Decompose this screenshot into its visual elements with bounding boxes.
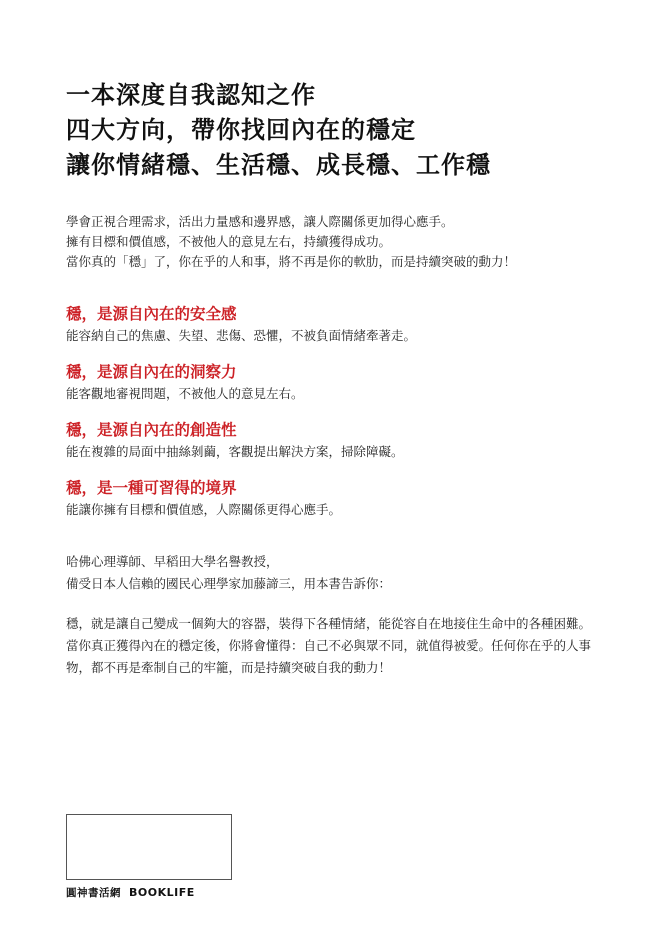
- point-desc: 能在複雜的局面中抽絲剝繭，客觀提出解決方案，掃除障礙。: [66, 444, 404, 459]
- headline: [66, 78, 491, 183]
- point-creativity: [66, 418, 606, 476]
- intro-line-2: 擁有目標和價值感，不被他人的意見左右，持續獲得成功。: [66, 234, 392, 249]
- barcode-box: [66, 814, 232, 880]
- point-learnable: [66, 476, 606, 534]
- publisher-brand: BOOKLIFE: [129, 886, 195, 899]
- intro-line-1: 學會正視合理需求，活出力量感和邊界感，讓人際關係更加得心應手。: [66, 214, 454, 229]
- point-security: [66, 302, 606, 360]
- publisher-name: 圓神書活網: [66, 887, 121, 899]
- headline-line-1: 一本深度自我認知之作: [66, 81, 316, 109]
- point-desc: 能讓你擁有目標和價值感，人際關係更得心應手。: [66, 502, 342, 517]
- author-intro: [66, 551, 626, 595]
- author-line-2: 備受日本人信賴的國民心理學家加藤諦三，用本書告訴你：: [66, 576, 392, 591]
- intro-line-3: 當你真的「穩」了，你在乎的人和事，將不再是你的軟肋，而是持續突破的動力！: [66, 254, 517, 269]
- point-desc: 能容納自己的焦慮、失望、悲傷、恐懼，不被負面情緒牽著走。: [66, 328, 417, 343]
- point-title: 穩，是一種可習得的境界: [66, 479, 237, 497]
- closing-paragraph: 穩，就是讓自己變成一個夠大的容器，裝得下各種情緒，能從容自在地接住生命中的各種困難。當你真正獲得內在的穩定後，你將會懂得：自己不必與眾不同，就值得被愛。任何你在乎的人事物，都不再是牽制自己的牢籠，而是持續突破自我的動力！: [66, 616, 592, 675]
- intro-paragraph: [66, 212, 626, 272]
- point-title: 穩，是源自內在的安全感: [66, 305, 237, 323]
- point-desc: 能客觀地審視問題，不被他人的意見左右。: [66, 386, 304, 401]
- publisher-logo: [66, 885, 195, 900]
- headline-line-2: 四大方向，帶你找回內在的穩定: [66, 116, 416, 144]
- point-title: 穩，是源自內在的創造性: [66, 421, 237, 439]
- point-insight: [66, 360, 606, 418]
- point-title: 穩，是源自內在的洞察力: [66, 363, 237, 381]
- key-points: [66, 302, 606, 534]
- author-line-1: 哈佛心理導師、早稻田大學名譽教授，: [66, 554, 279, 569]
- headline-line-3: 讓你情緒穩、生活穩、成長穩、工作穩: [66, 151, 491, 179]
